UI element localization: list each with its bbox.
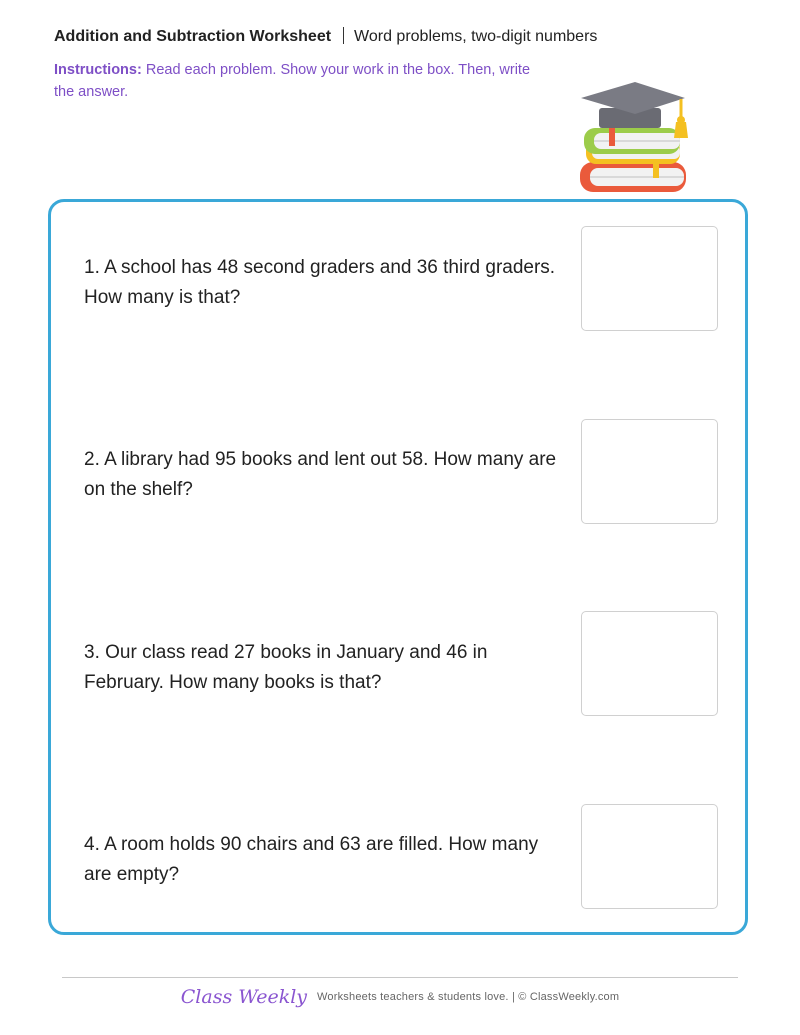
problems-card: [48, 199, 748, 935]
worksheet-header: [54, 27, 597, 46]
bottom-book-stripe: [590, 176, 684, 178]
bottom-book-bookmark: [653, 162, 659, 178]
answer-box-4[interactable]: [581, 804, 718, 909]
cap-board: [581, 82, 685, 114]
tassel-end: [674, 122, 688, 138]
footer-tagline: Worksheets teachers & students love. | © ClassWeekly.com: [317, 991, 620, 1003]
problem-2-text: 2. A library had 95 books and lent out 58. How many are on the shelf?: [84, 449, 557, 500]
header-divider: [343, 27, 344, 44]
footer-divider: [62, 977, 738, 978]
problem-1-text: 1. A school has 48 second graders and 36 third graders. How many is that?: [84, 257, 556, 308]
worksheet-title: Addition and Subtraction Worksheet: [54, 28, 332, 45]
answer-box-2[interactable]: [581, 419, 718, 524]
graduation-cap-on-books-icon: [577, 78, 693, 198]
answer-box-1[interactable]: [581, 226, 718, 331]
top-book-bookmark: [609, 128, 615, 146]
answer-box-3[interactable]: [581, 611, 718, 716]
instructions-text: Read each problem. Show your work in the box. Then, write the answer.: [54, 62, 531, 100]
problem-3-text: 3. Our class read 27 books in January and 46 in February. How many books is that?: [84, 642, 488, 693]
instructions-label: Instructions:: [54, 62, 142, 78]
footer: [0, 986, 800, 1008]
brand-logo: Class Weekly: [180, 986, 308, 1008]
instructions: [54, 59, 534, 103]
worksheet-subtitle: Word problems, two-digit numbers: [354, 28, 598, 45]
top-book-stripe: [594, 140, 680, 142]
problem-4-text: 4. A room holds 90 chairs and 63 are filled. How many are empty?: [84, 834, 539, 885]
